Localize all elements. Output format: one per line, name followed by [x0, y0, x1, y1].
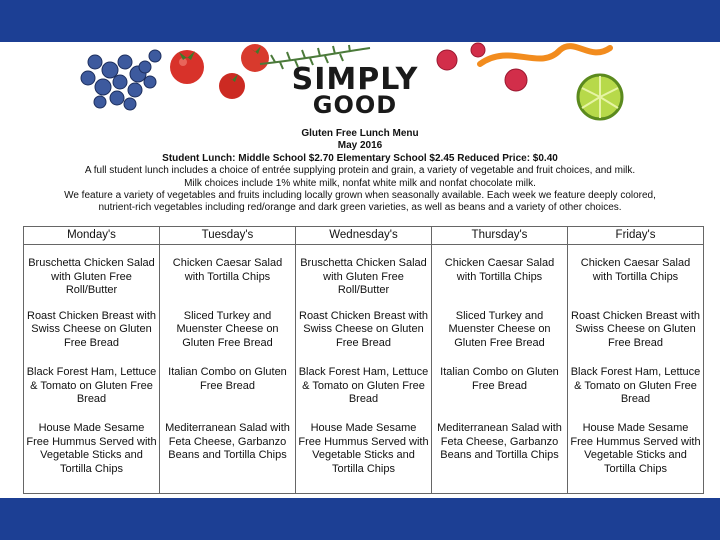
- orange-peel-image: [480, 46, 610, 64]
- logo-line1: SIMPLY: [291, 62, 419, 97]
- menu-cell: Mediterranean Salad with Feta Cheese, Garbanzo Beans and Tortilla Chips: [432, 422, 568, 493]
- simply-good-logo: [280, 62, 430, 119]
- menu-cell: Italian Combo on Gluten Free Bread: [160, 366, 296, 422]
- menu-cell: Bruschetta Chicken Salad with Gluten Free Roll/Butter: [24, 245, 160, 310]
- price-line: Student Lunch: Middle School $2.70 Elementary School $2.45 Reduced Price: $0.40: [162, 152, 558, 164]
- description-line-1: A full student lunch includes a choice of entrée supplying protein and grain, a variety of vegetable and fruit choices, and milk.: [84, 165, 636, 177]
- menu-cell: Roast Chicken Breast with Swiss Cheese on Gluten Free Bread: [296, 310, 432, 367]
- tomatoes-image: [170, 44, 269, 99]
- menu-cell: House Made Sesame Free Hummus Served with Vegetable Sticks and Tortilla Chips: [296, 422, 432, 493]
- menu-cell: Chicken Caesar Salad with Tortilla Chips: [160, 245, 296, 310]
- day-header-row: [24, 227, 704, 245]
- menu-cell: Chicken Caesar Salad with Tortilla Chips: [568, 245, 704, 310]
- day-header-monday: Monday's: [24, 227, 160, 245]
- lime-image: [578, 75, 622, 119]
- day-header-friday: Friday's: [568, 227, 704, 245]
- top-band: [0, 0, 720, 42]
- menu-cell: House Made Sesame Free Hummus Served with Vegetable Sticks and Tortilla Chips: [24, 422, 160, 493]
- bottom-band: [0, 498, 720, 540]
- menu-row: [24, 245, 704, 310]
- menu-row: [24, 310, 704, 367]
- day-header-tuesday: Tuesday's: [160, 227, 296, 245]
- day-header-wednesday: Wednesday's: [296, 227, 432, 245]
- menu-cell: Sliced Turkey and Muenster Cheese on Gluten Free Bread: [160, 310, 296, 367]
- menu-table: [23, 226, 704, 494]
- menu-cell: Sliced Turkey and Muenster Cheese on Gluten Free Bread: [432, 310, 568, 367]
- description-line-3: We feature a variety of vegetables and fruits including locally grown when seasonally available. Each week we feature deeply colored,: [64, 190, 656, 202]
- menu-cell: Mediterranean Salad with Feta Cheese, Garbanzo Beans and Tortilla Chips: [160, 422, 296, 493]
- menu-cell: House Made Sesame Free Hummus Served with Vegetable Sticks and Tortilla Chips: [568, 422, 704, 493]
- logo-line2: GOOD: [312, 91, 398, 119]
- menu-cell: Bruschetta Chicken Salad with Gluten Free Roll/Butter: [296, 245, 432, 310]
- menu-cell: Black Forest Ham, Lettuce & Tomato on Gluten Free Bread: [296, 366, 432, 422]
- menu-row: [24, 422, 704, 493]
- menu-cell: Italian Combo on Gluten Free Bread: [432, 366, 568, 422]
- menu-cell: Black Forest Ham, Lettuce & Tomato on Gluten Free Bread: [24, 366, 160, 422]
- menu-row: [24, 366, 704, 422]
- menu-month: May 2016: [337, 140, 383, 152]
- description-line-4: nutrient-rich vegetables including red/orange and dark green varieties, as well as beans and a variety of other choices.: [98, 202, 622, 214]
- menu-cell: Chicken Caesar Salad with Tortilla Chips: [432, 245, 568, 310]
- menu-header: [20, 128, 700, 215]
- blueberries-image: [81, 50, 161, 110]
- menu-cell: Roast Chicken Breast with Swiss Cheese on Gluten Free Bread: [568, 310, 704, 367]
- menu-cell: Black Forest Ham, Lettuce & Tomato on Gluten Free Bread: [568, 366, 704, 422]
- description-line-2: Milk choices include 1% white milk, nonfat white milk and nonfat chocolate milk.: [184, 177, 536, 189]
- menu-title: Gluten Free Lunch Menu: [301, 128, 419, 139]
- menu-cell: Roast Chicken Breast with Swiss Cheese on Gluten Free Bread: [24, 310, 160, 367]
- raspberries-image: [437, 43, 527, 91]
- day-header-thursday: Thursday's: [432, 227, 568, 245]
